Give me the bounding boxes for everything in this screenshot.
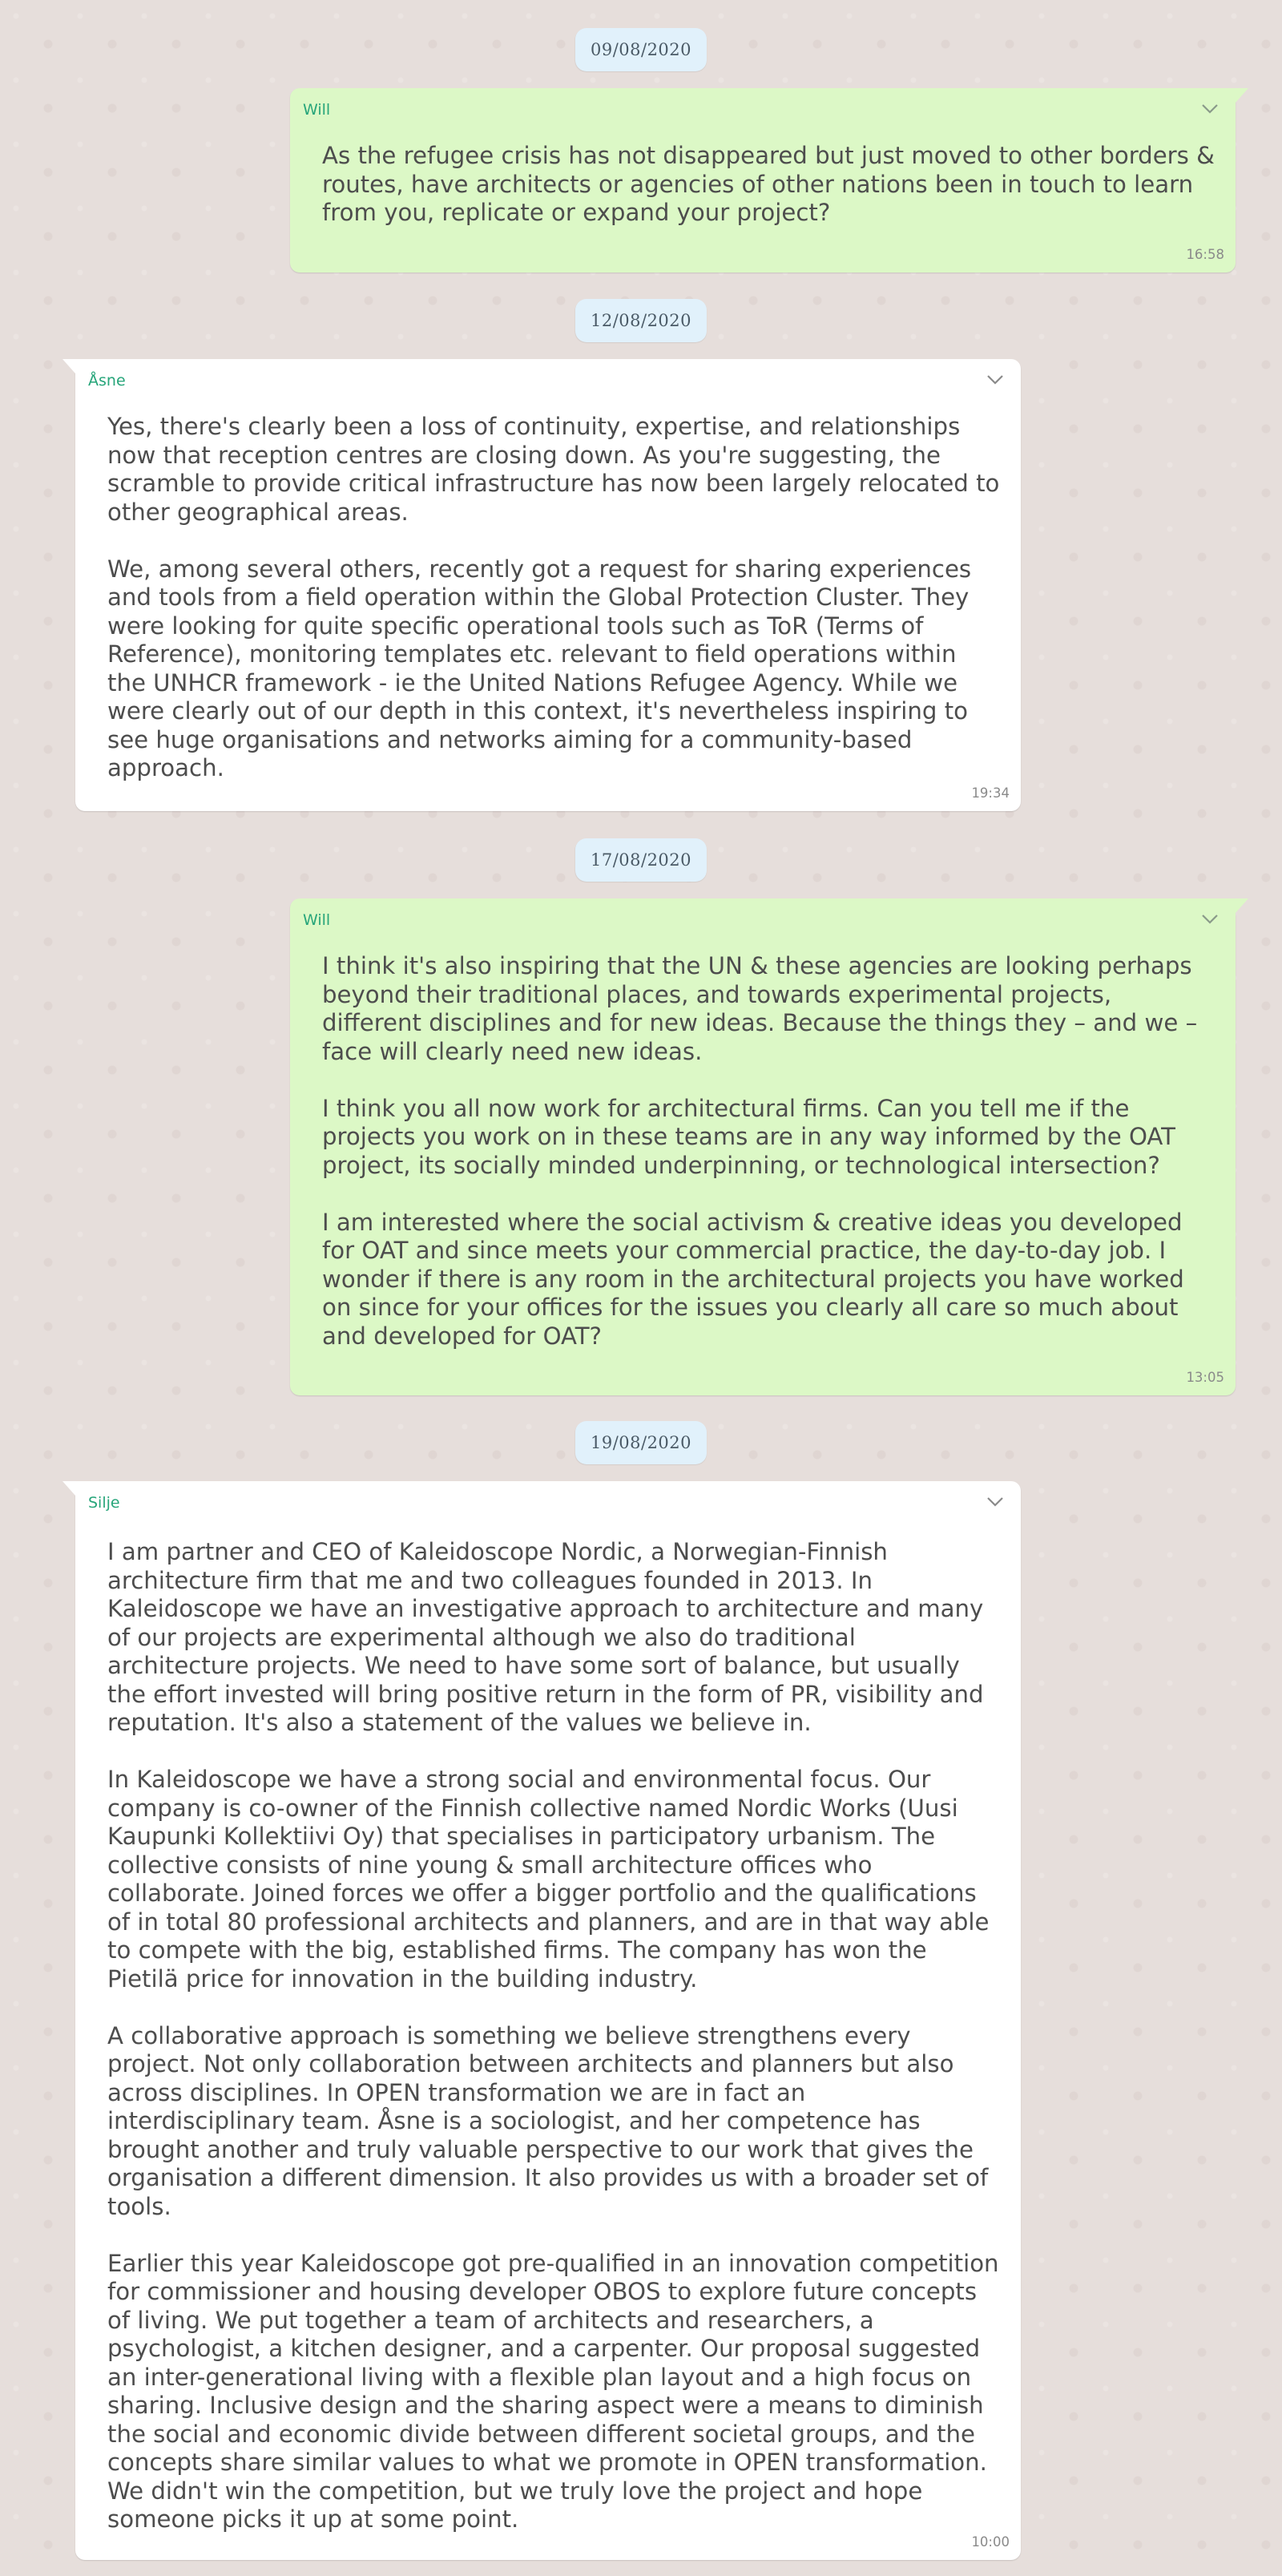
- date-chip: 09/08/2020: [575, 28, 707, 71]
- message-paragraph: In Kaleidoscope we have a strong social and environmental focus. Our company is co-owner of the Finnish collective named Nordic Works (Uusi Kaupunki Kollektiivi Oy) that specialises in participatory urbanism. The collective consists of nine young & small architecture offices who collaborate. Joined forces we offer a bigger portfolio and the qualifications of in total 80 professional architects and planners, and are in that way able to compete with the big, established firms. The company has won the Pietilä price for innovation in the building industry.: [107, 1766, 990, 1993]
- message-bubble[interactable]: [290, 88, 1236, 273]
- message-bubble[interactable]: [75, 359, 1021, 811]
- date-chip: 19/08/2020: [575, 1421, 707, 1464]
- message-time: 16:58: [1186, 247, 1224, 262]
- sender-name: Silje: [88, 1494, 120, 1512]
- message-paragraph: We, among several others, recently got a request for sharing experiences and tools from a field operation within the Global Protection Cluster. They were looking for quite specific operational tools such as ToR (Terms of Reference), monitoring templates etc. relevant to field operations within the UNHCR framework - ie the United Nations Refugee Agency. While we were clearly out of our depth in this context, it's nevertheless inspiring to see huge organisations and networks aiming for a community-based approach.: [107, 555, 972, 781]
- message-paragraph: I think it's also inspiring that the UN & these agencies are looking perhaps beyond their traditional places, and towards experimental projects, different disciplines and for new ideas. Because the things they – and we – face will clearly need new ideas.: [322, 952, 1198, 1065]
- message-time: 10:00: [971, 2534, 1010, 2550]
- message-text: [322, 142, 1215, 228]
- sender-name: Will: [303, 911, 331, 929]
- message-paragraph: I am partner and CEO of Kaleidoscope Nordic, a Norwegian-Finnish architecture firm that me and two colleagues founded in 2013. In Kaleidoscope we have an investigative approach to architecture and many of our projects are experimental although we also do traditional architecture projects. We need to have some sort of balance, but usually the effort invested will bring positive return in the form of PR, visibility and reputation. It's also a statement of the values we believe in.: [107, 1538, 984, 1736]
- message-paragraph: As the refugee crisis has not disappeared but just moved to other borders & routes, have architects or agencies of other nations been in touch to learn from you, replicate or expand your project?: [322, 142, 1215, 226]
- chevron-down-icon[interactable]: [1195, 95, 1224, 123]
- message-paragraph: I think you all now work for architectural firms. Can you tell me if the projects you work on in these teams are in any way informed by the OAT project, its socially minded underpinning, or technological intersection?: [322, 1094, 1175, 1179]
- date-chip: 17/08/2020: [575, 838, 707, 882]
- chevron-down-icon[interactable]: [1195, 905, 1224, 934]
- message-paragraph: A collaborative approach is something we believe strengthens every project. Not only collaboration between architects and planners but also across disciplines. In OPEN transformation we are in fact an interdisciplinary team. Åsne is a sociologist, and her competence has brought another and truly valuable perspective to our work that gives the organisation a different dimension. It also provides us with a broader set of tools.: [107, 2021, 989, 2220]
- message-paragraph: Earlier this year Kaleidoscope got pre-qualified in an innovation competition for commissioner and housing developer OBOS to explore future concepts of living. We put together a team of architects and researchers, a psychologist, a kitchen designer, and a carpenter. Our proposal suggested an inter-generational living with a flexible plan layout and a high focus on sharing. Inclusive design and the sharing aspect were a means to diminish the social and economic divide between different societal groups, and the concepts share similar values to what we promote in OPEN transformation. We didn't win the competition, but we truly love the project and hope someone picks it up at some point.: [107, 2249, 999, 2533]
- message-time: 13:05: [1186, 1370, 1224, 1385]
- message-text: [322, 952, 1215, 1351]
- message-text: [107, 413, 1000, 783]
- message-bubble[interactable]: [290, 898, 1236, 1395]
- message-text: [107, 1538, 1000, 2534]
- message-paragraph: Yes, there's clearly been a loss of continuity, expertise, and relationships now that reception centres are closing down. As you're suggesting, the scramble to provide critical infrastructure has now been largely relocated to other geographical areas.: [107, 413, 1000, 526]
- message-paragraph: I am interested where the social activism & creative ideas you developed for OAT and since meets your commercial practice, the day-to-day job. I wonder if there is any room in the architectural projects you have worked on since for your offices for the issues you clearly all care so much about and developed for OAT?: [322, 1208, 1184, 1350]
- chevron-down-icon[interactable]: [981, 1488, 1010, 1516]
- message-time: 19:34: [971, 785, 1010, 801]
- date-chip: 12/08/2020: [575, 299, 707, 342]
- chevron-down-icon[interactable]: [981, 365, 1010, 394]
- sender-name: Åsne: [88, 372, 126, 390]
- message-bubble[interactable]: [75, 1481, 1021, 2560]
- sender-name: Will: [303, 101, 331, 119]
